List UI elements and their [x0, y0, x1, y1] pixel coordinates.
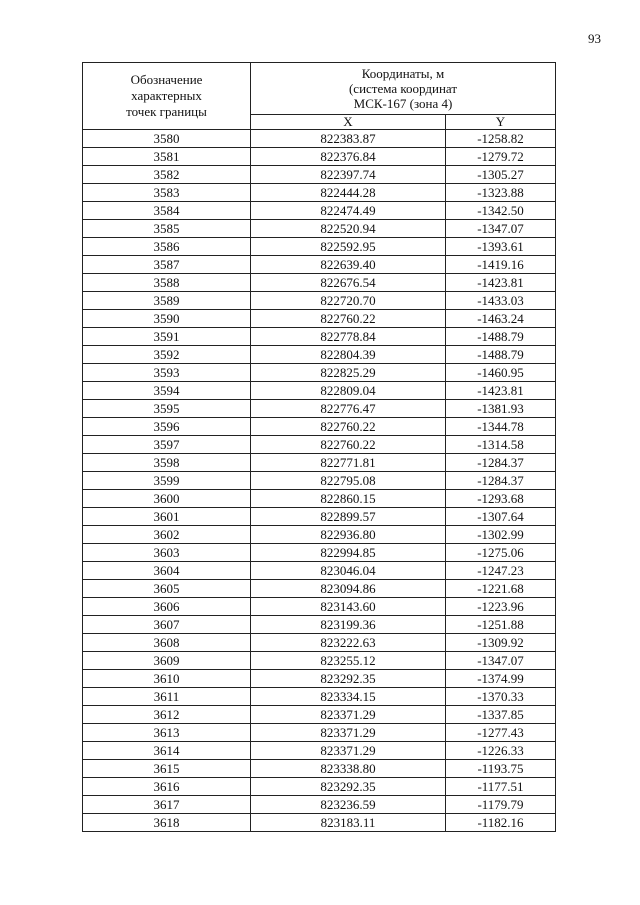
- cell-y: -1381.93: [446, 400, 556, 418]
- table-row: [83, 166, 556, 184]
- cell-x: 823338.80: [251, 760, 446, 778]
- cell-y: -1488.79: [446, 328, 556, 346]
- cell-point: 3606: [83, 598, 251, 616]
- cell-y: -1251.88: [446, 616, 556, 634]
- cell-point: 3597: [83, 436, 251, 454]
- cell-point: 3596: [83, 418, 251, 436]
- cell-point: 3595: [83, 400, 251, 418]
- cell-point: 3613: [83, 724, 251, 742]
- header-points-line: характерных: [131, 88, 202, 103]
- cell-point: 3592: [83, 346, 251, 364]
- table-row: [83, 364, 556, 382]
- table-row: [83, 724, 556, 742]
- cell-x: 822994.85: [251, 544, 446, 562]
- cell-x: 822383.87: [251, 130, 446, 148]
- cell-x: 822776.47: [251, 400, 446, 418]
- table-row: [83, 220, 556, 238]
- cell-x: 822825.29: [251, 364, 446, 382]
- cell-y: -1423.81: [446, 382, 556, 400]
- table-header: [83, 63, 556, 130]
- cell-x: 823292.35: [251, 778, 446, 796]
- header-y: Y: [446, 114, 556, 129]
- cell-y: -1284.37: [446, 454, 556, 472]
- header-points-line: Обозначение: [130, 72, 203, 87]
- cell-x: 823236.59: [251, 796, 446, 814]
- table-row: [83, 346, 556, 364]
- cell-y: -1419.16: [446, 256, 556, 274]
- cell-y: -1370.33: [446, 688, 556, 706]
- cell-x: 823371.29: [251, 706, 446, 724]
- cell-point: 3585: [83, 220, 251, 238]
- cell-x: 823199.36: [251, 616, 446, 634]
- cell-point: 3611: [83, 688, 251, 706]
- table-row: [83, 760, 556, 778]
- cell-point: 3605: [83, 580, 251, 598]
- cell-y: -1226.33: [446, 742, 556, 760]
- header-coords-cell: [251, 63, 556, 115]
- table-row: [83, 742, 556, 760]
- table-row: [83, 382, 556, 400]
- cell-x: 823371.29: [251, 742, 446, 760]
- header-x: X: [251, 114, 446, 129]
- cell-y: -1193.75: [446, 760, 556, 778]
- cell-point: 3601: [83, 508, 251, 526]
- cell-point: 3617: [83, 796, 251, 814]
- cell-x: 822760.22: [251, 436, 446, 454]
- cell-point: 3612: [83, 706, 251, 724]
- cell-point: 3590: [83, 310, 251, 328]
- cell-x: 822760.22: [251, 310, 446, 328]
- cell-point: 3604: [83, 562, 251, 580]
- table-row: [83, 526, 556, 544]
- cell-point: 3594: [83, 382, 251, 400]
- table-row: [83, 202, 556, 220]
- cell-x: 822771.81: [251, 454, 446, 472]
- table-row: [83, 616, 556, 634]
- cell-y: -1277.43: [446, 724, 556, 742]
- cell-y: -1293.68: [446, 490, 556, 508]
- cell-y: -1221.68: [446, 580, 556, 598]
- header-coords-line: (система координат: [348, 80, 458, 96]
- table-row: [83, 508, 556, 526]
- cell-y: -1347.07: [446, 652, 556, 670]
- cell-point: 3583: [83, 184, 251, 202]
- cell-point: 3609: [83, 652, 251, 670]
- table-row: [83, 544, 556, 562]
- cell-y: -1488.79: [446, 346, 556, 364]
- cell-point: 3589: [83, 292, 251, 310]
- cell-y: -1284.37: [446, 472, 556, 490]
- cell-y: -1279.72: [446, 148, 556, 166]
- cell-point: 3599: [83, 472, 251, 490]
- table-row: [83, 400, 556, 418]
- table-row: [83, 328, 556, 346]
- cell-point: 3587: [83, 256, 251, 274]
- cell-point: 3614: [83, 742, 251, 760]
- cell-y: -1247.23: [446, 562, 556, 580]
- cell-point: 3582: [83, 166, 251, 184]
- cell-y: -1342.50: [446, 202, 556, 220]
- table-row: [83, 778, 556, 796]
- cell-point: 3581: [83, 148, 251, 166]
- table-row: [83, 148, 556, 166]
- cell-point: 3580: [83, 130, 251, 148]
- header-points-line: точек границы: [126, 104, 207, 119]
- table-row: [83, 490, 556, 508]
- cell-point: 3591: [83, 328, 251, 346]
- cell-y: -1177.51: [446, 778, 556, 796]
- cell-x: 822809.04: [251, 382, 446, 400]
- cell-point: 3607: [83, 616, 251, 634]
- cell-x: 822936.80: [251, 526, 446, 544]
- cell-point: 3602: [83, 526, 251, 544]
- cell-x: 822804.39: [251, 346, 446, 364]
- cell-point: 3593: [83, 364, 251, 382]
- cell-x: 822860.15: [251, 490, 446, 508]
- cell-y: -1314.58: [446, 436, 556, 454]
- cell-x: 822760.22: [251, 418, 446, 436]
- header-coords-line: МСК-167 (зона 4): [353, 95, 453, 111]
- cell-y: -1309.92: [446, 634, 556, 652]
- cell-x: 822444.28: [251, 184, 446, 202]
- cell-point: 3616: [83, 778, 251, 796]
- cell-x: 823292.35: [251, 670, 446, 688]
- table-row: [83, 256, 556, 274]
- cell-y: -1460.95: [446, 364, 556, 382]
- cell-y: -1182.16: [446, 814, 556, 832]
- cell-x: 823046.04: [251, 562, 446, 580]
- table-row: [83, 130, 556, 148]
- cell-x: 822720.70: [251, 292, 446, 310]
- cell-x: 822778.84: [251, 328, 446, 346]
- table-row: [83, 706, 556, 724]
- cell-x: 822474.49: [251, 202, 446, 220]
- table-row: [83, 634, 556, 652]
- cell-y: -1393.61: [446, 238, 556, 256]
- header-coords-line: Координаты, м: [361, 65, 445, 81]
- cell-x: 823371.29: [251, 724, 446, 742]
- page-number: 93: [588, 31, 601, 46]
- cell-point: 3600: [83, 490, 251, 508]
- cell-y: -1423.81: [446, 274, 556, 292]
- cell-x: 823143.60: [251, 598, 446, 616]
- table-row: [83, 796, 556, 814]
- cell-x: 823222.63: [251, 634, 446, 652]
- cell-y: -1305.27: [446, 166, 556, 184]
- cell-x: 822376.84: [251, 148, 446, 166]
- cell-y: -1323.88: [446, 184, 556, 202]
- table-row: [83, 184, 556, 202]
- table-row: [83, 436, 556, 454]
- cell-x: 823255.12: [251, 652, 446, 670]
- cell-y: -1258.82: [446, 130, 556, 148]
- cell-point: 3584: [83, 202, 251, 220]
- cell-y: -1275.06: [446, 544, 556, 562]
- cell-y: -1344.78: [446, 418, 556, 436]
- table-row: [83, 418, 556, 436]
- cell-x: 823183.11: [251, 814, 446, 832]
- cell-x: 823334.15: [251, 688, 446, 706]
- table-row: [83, 454, 556, 472]
- cell-x: 822397.74: [251, 166, 446, 184]
- cell-point: 3598: [83, 454, 251, 472]
- cell-point: 3618: [83, 814, 251, 832]
- table-row: [83, 580, 556, 598]
- cell-point: 3610: [83, 670, 251, 688]
- cell-x: 822520.94: [251, 220, 446, 238]
- table-row: [83, 472, 556, 490]
- table-row: [83, 688, 556, 706]
- table-row: [83, 652, 556, 670]
- cell-x: 822795.08: [251, 472, 446, 490]
- cell-y: -1433.03: [446, 292, 556, 310]
- table-row: [83, 598, 556, 616]
- cell-y: -1302.99: [446, 526, 556, 544]
- table-row: [83, 238, 556, 256]
- cell-y: -1337.85: [446, 706, 556, 724]
- table-row: [83, 274, 556, 292]
- table-row: [83, 310, 556, 328]
- table-body: [83, 130, 556, 832]
- cell-point: 3603: [83, 544, 251, 562]
- cell-point: 3586: [83, 238, 251, 256]
- cell-x: 822899.57: [251, 508, 446, 526]
- cell-y: -1179.79: [446, 796, 556, 814]
- cell-y: -1463.24: [446, 310, 556, 328]
- table-row: [83, 562, 556, 580]
- coordinates-table: [82, 62, 556, 832]
- cell-y: -1223.96: [446, 598, 556, 616]
- cell-point: 3615: [83, 760, 251, 778]
- table-row: [83, 670, 556, 688]
- cell-x: 822676.54: [251, 274, 446, 292]
- cell-y: -1307.64: [446, 508, 556, 526]
- cell-point: 3608: [83, 634, 251, 652]
- header-points-cell: [83, 63, 251, 130]
- table-row: [83, 814, 556, 832]
- cell-x: 822592.95: [251, 238, 446, 256]
- cell-point: 3588: [83, 274, 251, 292]
- cell-x: 822639.40: [251, 256, 446, 274]
- cell-y: -1347.07: [446, 220, 556, 238]
- cell-y: -1374.99: [446, 670, 556, 688]
- cell-x: 823094.86: [251, 580, 446, 598]
- table-row: [83, 292, 556, 310]
